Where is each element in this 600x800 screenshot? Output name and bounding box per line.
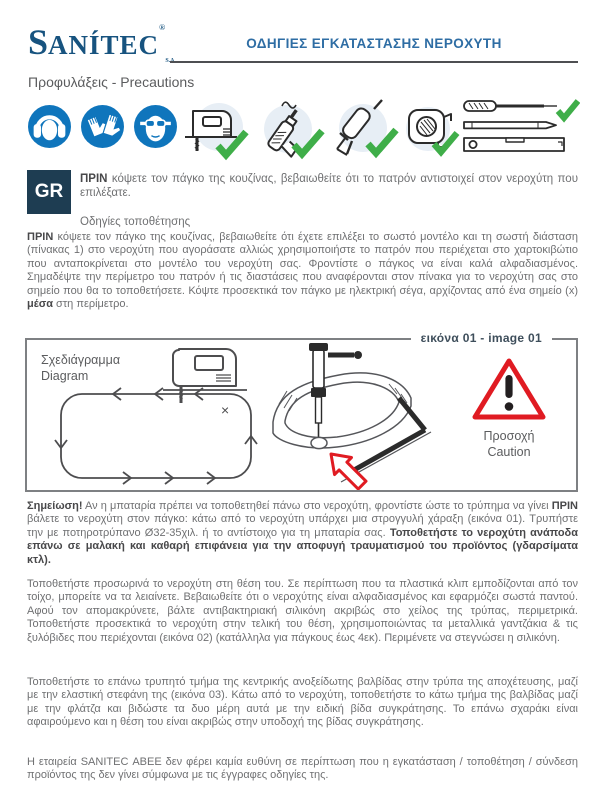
precautions-heading: Προφυλάξεις - Precautions	[28, 74, 195, 90]
logo-wordmark: ANÍTEC	[48, 30, 160, 60]
ear-protection-icon	[27, 104, 72, 149]
valve-paragraph: Τοποθετήστε το επάνω τρυπητό τμήμα της κεντρικής ανοξείδωτης βαλβίδας στην τρύπα της αποχέτευσης, μαζί με την ελαστική στεφάνη της (εικόνα 03). Κάτω από το νεροχύτη, τοποθετήστε το κάτω τμήμα της βαλβίδας μαζί με την φλάτζα και βιδώστε τα δυο μέρη αυτά με την ειδική βίδα συγκράτησης. Το επάνω σχαράκι είναι αφαιρούμενο και η θέση του είναι ακριβώς στην υποδοχή της βίδας συγκράτησης.	[27, 676, 578, 729]
sink-cut-illustration	[249, 342, 437, 490]
diagram-label: Σχεδιάγραμμα Diagram	[41, 353, 121, 383]
protective-gloves-icon	[80, 104, 125, 149]
figure-label: εικόνα 01 - image 01	[411, 331, 552, 345]
registered-mark: ®	[159, 23, 166, 32]
guide-heading: Οδηγίες τοποθέτησης	[80, 216, 191, 228]
warning-triangle-icon	[470, 356, 548, 424]
logo-sa-suffix: S.A.	[165, 58, 176, 64]
caulk-gun-icon	[326, 96, 400, 164]
guide-paragraph: ΠΡΙΝ κόψετε τον πάγκο της κουζίνας, βεβαιωθείτε ότι έχετε επιλέξει το σωστό μοντέλο και τη σωστή διάσταση (πίνακας 1) στο νεροχύτη που αγοράσατε αλλιώς χρησιμοποιήστε το πατρόν που περιέχεται στο χαρτοκιβώτιο που ανταποκρίνεται στο μοντέλο του νεροχύτη σας. Φροντίστε ο πάγκος να είναι καλά αλφαδιασμένος. Σημαδέψτε την περίμετρο του πατρόν ή τις διαστάσεις που αναφέρονται στον πίνακα για το νεροχύτη σας στο σημείο που θα το τοποθετήσετε. Κόψτε προσεκτικά τον πάγκο με ηλεκτρική σέγα, αρχίζοντας από ένα σημείο (x) μέσα στη περίμετρο.	[27, 231, 578, 311]
guide-bold-2: μέσα	[27, 298, 53, 311]
caution-label: Προσοχή Caution	[483, 429, 535, 459]
cut-path-diagram	[53, 386, 260, 486]
sanitec-logo	[28, 24, 178, 64]
page-title: ΟΔΗΓΙΕΣ ΕΓΚΑΤΑΣΤΑΣΗΣ ΝΕΡΟΧΥΤΗ	[246, 36, 502, 51]
jigsaw-icon	[178, 98, 252, 164]
language-badge: GR	[27, 170, 71, 214]
safety-goggles-icon	[133, 104, 178, 149]
placement-paragraph: Τοποθετήστε προσωρινά το νεροχύτη στη θέση του. Σε περίπτωση που τα πλαστικά κλιπ εμποδίζονται από τον τοίχο, μπορείτε να τα λειαίνετε. Βεβαιωθείτε ότι ο νεροχύτης είναι αλφαδιασμένος και εφαρμόζει σωστά παντού. Αφού τον απομακρύνετε, βάλτε αντιβακτηριακή σιλικόνη ακριβώς στο χείλος της τρύπας, περιμετρικά. Τοποθετήστε προσεκτικά το νεροχύτη στην τελική του θέση, χρησιμοποιώντας τα μεταλλικά γαντζάκια & τις ξυλόβιδες που περιέχονται (εικόνα 02) (κατάλληλα για πάγκους έως 4εκ). Περιμένετε να στεγνώσει η σιλικόνη.	[27, 578, 578, 644]
intro-bold: ΠΡΙΝ	[80, 173, 108, 185]
note-bold-2: ΠΡΙΝ	[551, 500, 578, 512]
cut-start-mark: ×	[221, 402, 230, 418]
guide-bold-1: ΠΡΙΝ	[27, 231, 54, 243]
note-bold-1: Σημείωση!	[27, 500, 83, 512]
check-icon	[558, 101, 578, 118]
note-paragraph: Σημείωση! Αν η μπαταρία πρέπει να τοποθετηθεί πάνω στο νεροχύτη, φροντίστε ώστε το τρύπημα να γίνει ΠΡΙΝ βάλετε το νεροχύτη στον πάγκο: κάτω από το νεροχύτη υπάρχει μια στρογγυλή χάραξη (εικόνα 01). Τρυπήστε την με ποτηροτρύπανο Ø32-35χιλ. ή το αντίστοιχο για τη μπαταρία σας. Τοποθετήστε το νεροχύτη ανάποδα επάνω σε μαλακή και καθαρή επιφάνεια για την αποφυγή τραυματισμού του προϊόντος (γδαρσίματα κτλ).	[27, 500, 578, 566]
disclaimer: Η εταιρεία SANITEC ΑΒΕΕ δεν φέρει καμία ευθύνη σε περίπτωση που η εγκατάσταση / τοποθέτηση / σύνδεση προϊόντος της δεν γίνει σύμφωνα με τις έγγραφες οδηγίες της.	[27, 756, 578, 782]
figure-01	[25, 331, 578, 492]
logo-letter-s: S	[28, 22, 49, 62]
header-rule	[170, 61, 578, 63]
intro-paragraph: ΠΡΙΝ κόψετε τον πάγκο της κουζίνας, βεβαιωθείτε ότι το πατρόν αντιστοιχεί στον νεροχύτη που επιλέξατε.	[80, 173, 578, 199]
note-bold-3: Τοποθετήστε το νεροχύτη ανάποδα επάνω σε μαλακή και καθαρή επιφάνεια για την αποφυγή τραυματισμού του προϊόντος (γδαρσίματα κτλ).	[27, 526, 578, 566]
red-arrow	[323, 446, 371, 490]
screwdriver-pencil-level-icon	[462, 98, 580, 162]
tape-measure-icon	[398, 102, 462, 162]
drill-icon	[252, 98, 326, 164]
caution-block	[451, 356, 567, 460]
